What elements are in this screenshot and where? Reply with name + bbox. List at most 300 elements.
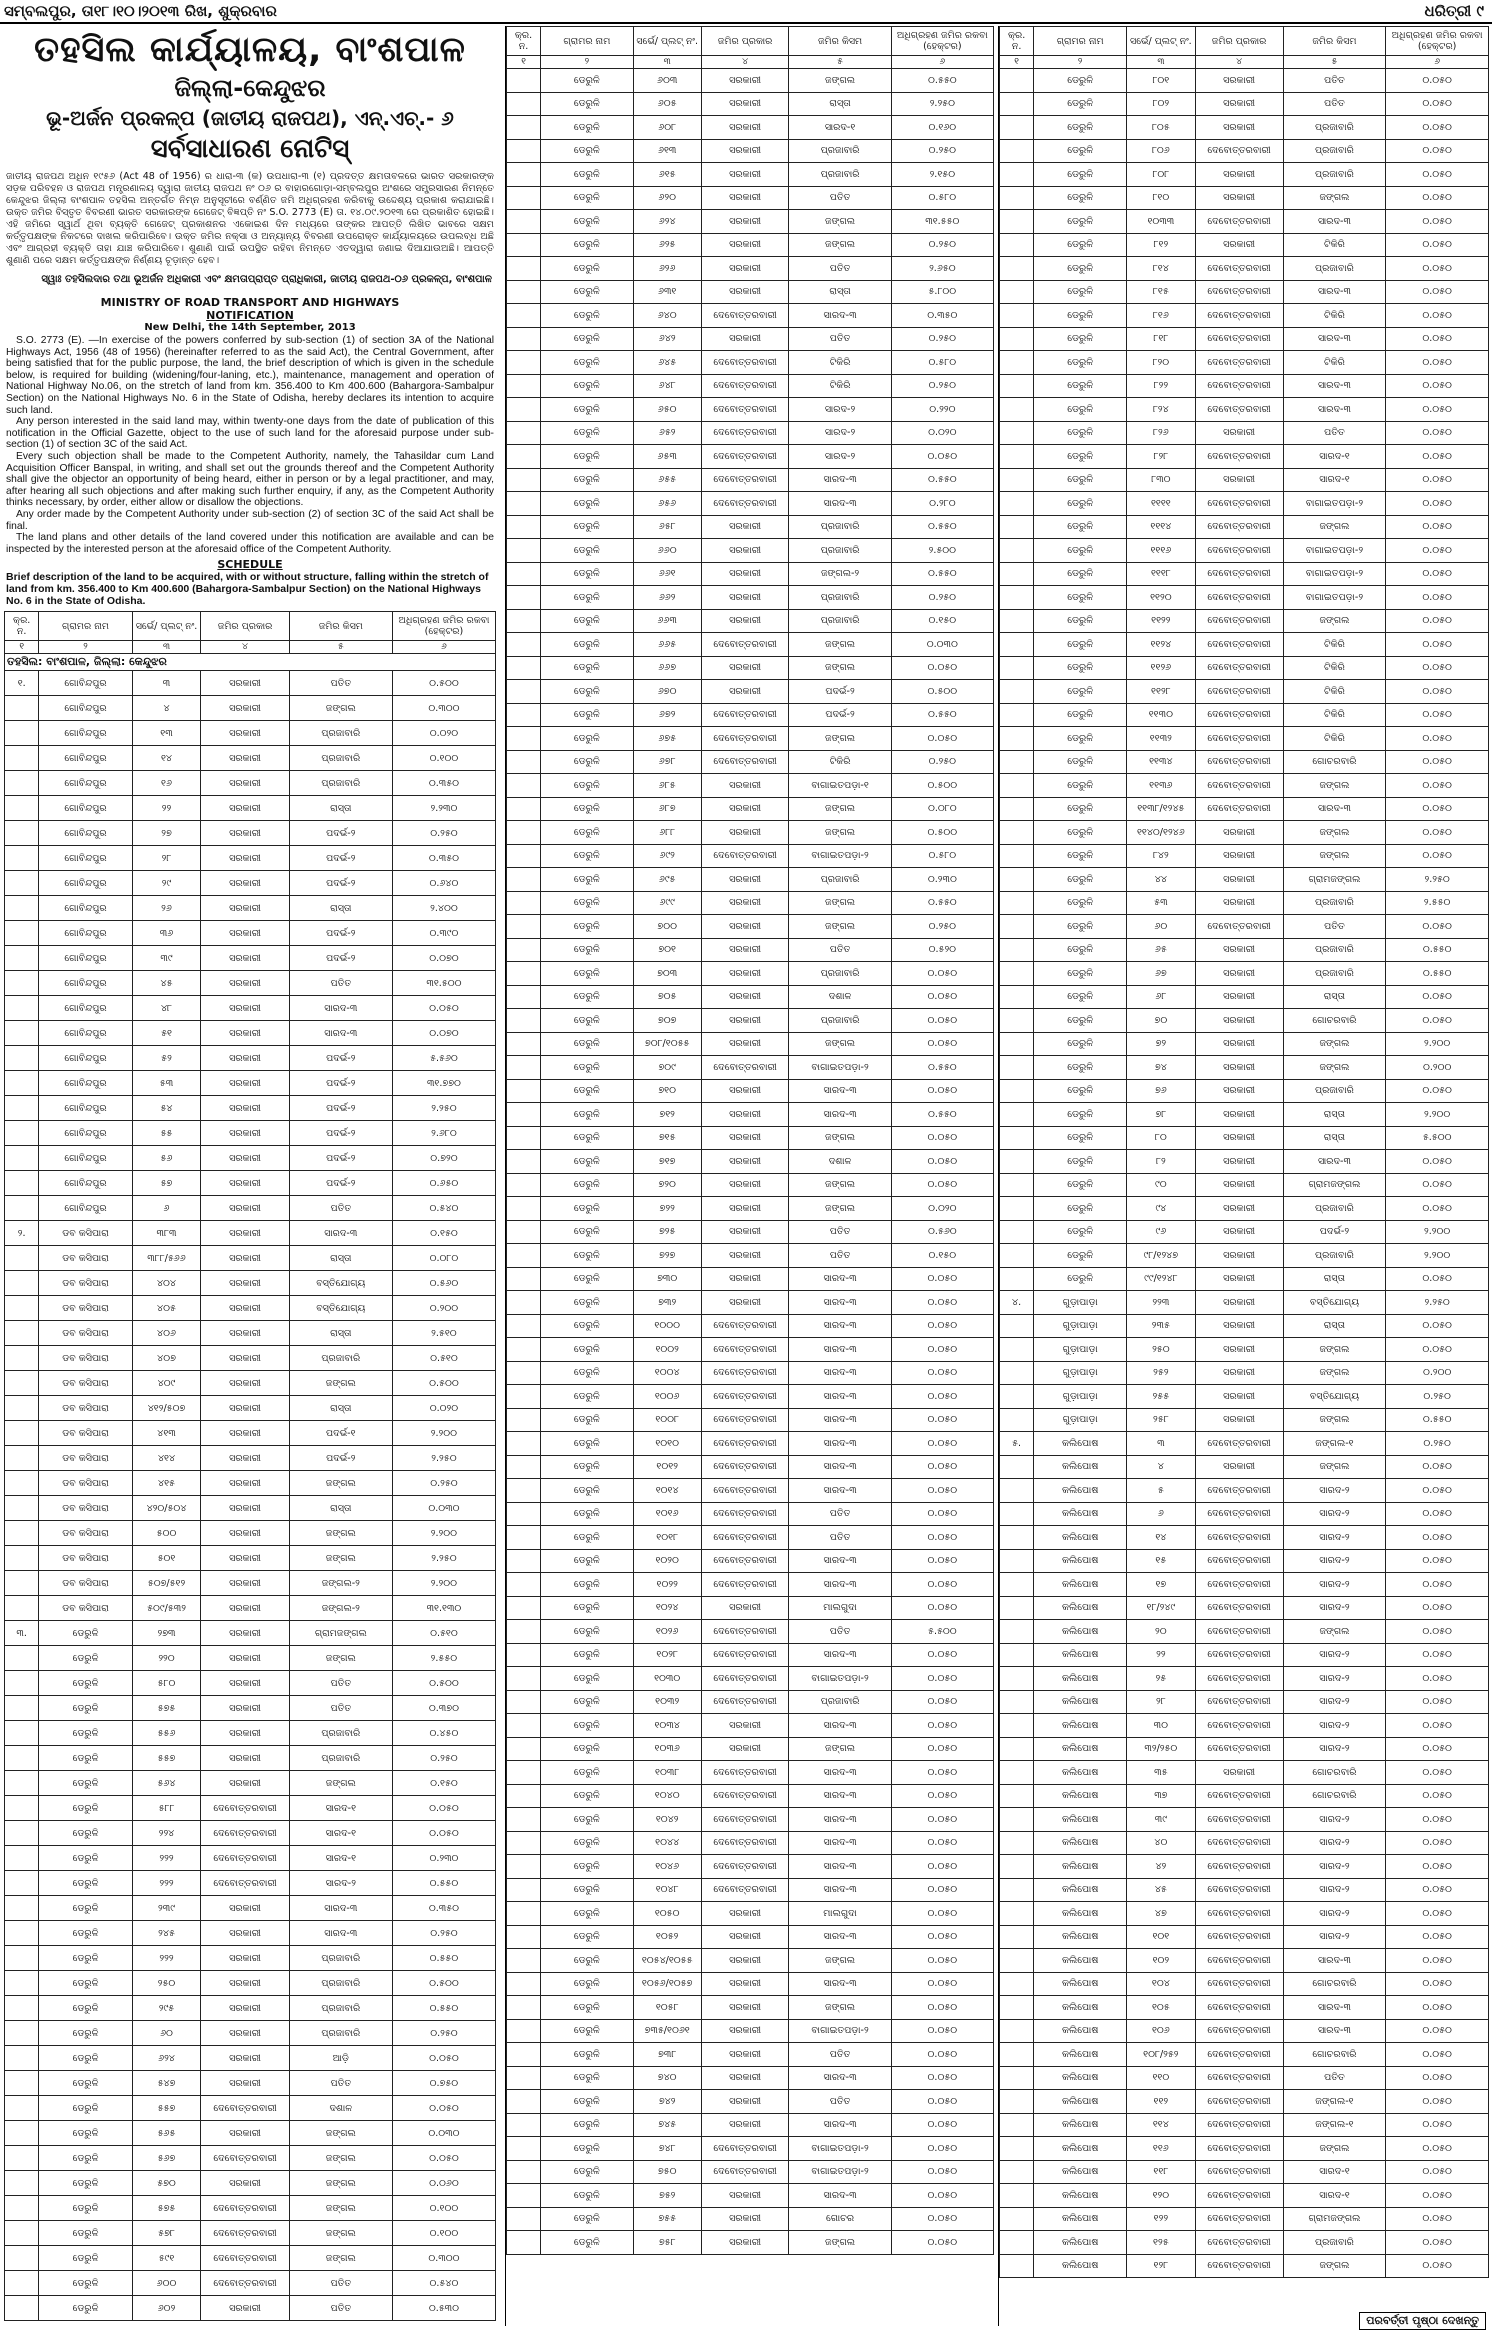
plot-number: ୫୦୦	[132, 1521, 201, 1546]
land-type: ଦେବୋତ୍ତରବାରୀ	[701, 1573, 789, 1597]
land-class: ସାରଦ-୧	[1283, 445, 1386, 469]
serial-number	[5, 1671, 39, 1696]
land-type: ଦେବୋତ୍ତରବାରୀ	[701, 633, 789, 657]
plot-number: ୬୨୦	[633, 186, 701, 210]
village-name: ଡବ କସିପାରା	[39, 1221, 132, 1246]
plot-number: ୨୮	[132, 846, 201, 871]
land-type: ସରକାରୀ	[1195, 1220, 1283, 1244]
land-type: ଦେବୋତ୍ତରବାରୀ	[201, 2271, 289, 2296]
serial-number	[507, 1737, 541, 1761]
table-row	[507, 1032, 994, 1056]
plot-number: ୫୦୧	[132, 1546, 201, 1571]
acquired-area: ୦.୦୫୦	[1386, 2113, 1489, 2137]
acquired-area: ୦.୦୫୦	[891, 2019, 993, 2043]
land-type: ସରକାରୀ	[701, 92, 789, 116]
serial-number	[1000, 1784, 1034, 1808]
serial-number	[5, 1246, 39, 1271]
serial-number	[5, 2246, 39, 2271]
table-row	[507, 233, 994, 257]
plot-number: ୫୭	[132, 1171, 201, 1196]
land-class: ଗୋଚର	[789, 2207, 891, 2231]
land-type: ସରକାରୀ	[701, 1244, 789, 1268]
acquired-area: ୦.୦୫୦	[891, 1291, 993, 1315]
plot-number: ୮୦୫	[1127, 116, 1195, 140]
plot-number: ୭୧୭	[633, 1150, 701, 1174]
village-name: ଡେରୁଳି	[541, 1949, 634, 1973]
serial-number	[5, 696, 39, 721]
land-class: ସାରଦ-୩	[789, 1573, 891, 1597]
land-class: ସାରଦ-୩	[789, 1714, 891, 1738]
land-class: ସାରଦ-୧	[1283, 2160, 1386, 2184]
plot-number: ୭୪	[1127, 1056, 1195, 1080]
village-name: ଡେରୁଳି	[541, 304, 634, 328]
land-class: ପ୍ରଜାବାରି	[1283, 163, 1386, 187]
land-type: ଦେବୋତ୍ତରବାରୀ	[1195, 139, 1283, 163]
land-type: ଦେବୋତ୍ତରବାରୀ	[1195, 1502, 1283, 1526]
village-name: ଡେରୁଳି	[541, 844, 634, 868]
serial-number	[1000, 1173, 1034, 1197]
land-class: ପ୍ରଜାବାରି	[789, 962, 891, 986]
plot-number: ୬୫୦	[633, 398, 701, 422]
land-type: ଦେବୋତ୍ତରବାରୀ	[701, 1408, 789, 1432]
serial-number	[5, 871, 39, 896]
village-name: ଡେରୁଳି	[541, 750, 634, 774]
table-row	[507, 1408, 994, 1432]
land-type: ସରକାରୀ	[701, 539, 789, 563]
table-row	[507, 891, 994, 915]
village-name: ଡେରୁଳି	[541, 1878, 634, 1902]
village-name: ଡେରୁଳି	[541, 1526, 634, 1550]
land-class: ପତିତ	[789, 2043, 891, 2067]
serial-number	[1000, 1103, 1034, 1127]
land-type: ସରକାରୀ	[201, 2046, 289, 2071]
table-row	[1000, 891, 1489, 915]
acquired-area: ୦.୫୦୦	[891, 774, 993, 798]
table-row	[507, 1878, 994, 1902]
village-name: ଡେରୁଳି	[1034, 374, 1127, 398]
land-type: ଦେବୋତ୍ତରବାରୀ	[1195, 1996, 1283, 2020]
village-name: ଡେରୁଳି	[541, 1032, 634, 1056]
acquired-area: ୦.୦୫୦	[1386, 2019, 1489, 2043]
table-row	[1000, 327, 1489, 351]
village-name: ଗୋବିନ୍ଦପୁର	[39, 1196, 132, 1221]
table-row	[5, 1446, 496, 1471]
acquired-area: ୦.୦୫୦	[891, 1972, 993, 1996]
village-name: ଡେରୁଳି	[541, 1831, 634, 1855]
table-row	[5, 1546, 496, 1571]
land-type: ସରକାରୀ	[701, 2231, 789, 2255]
masthead-page-number: ଧରିତ୍ରୀ ୯	[1424, 2, 1484, 20]
serial-number	[507, 750, 541, 774]
land-class: ସାରଦ-୨	[1283, 1690, 1386, 1714]
land-type: ସରକାରୀ	[1195, 1197, 1283, 1221]
tahsil-label: ତହସିଲ: ବାଂଶପାଳ, ଜିଲ୍ଲା: କେନ୍ଦୁଝର	[5, 654, 496, 671]
plot-number: ୧୧୬	[1127, 2137, 1195, 2161]
plot-number: ୧୦୩୮	[633, 1761, 701, 1785]
village-name: ଡେରୁଳି	[39, 2096, 132, 2121]
land-type: ସରକାରୀ	[701, 233, 789, 257]
land-type: ସରକାରୀ	[201, 996, 289, 1021]
table-row	[1000, 1314, 1489, 1338]
land-class: ପତିତ	[1283, 69, 1386, 93]
land-class: ସାରଦ-୧	[289, 1846, 392, 1871]
table-row	[507, 2160, 994, 2184]
table-row	[1000, 163, 1489, 187]
village-name: କଲିପୋଷ	[1034, 1878, 1127, 1902]
serial-number	[507, 2043, 541, 2067]
land-class: ଜଙ୍ଗଲ	[789, 233, 891, 257]
table-row	[507, 2113, 994, 2137]
acquired-area: ୦.୦୫୦	[392, 2096, 495, 2121]
acquired-area: ୦.୦୫୦	[1386, 2207, 1489, 2231]
acquired-area: ୦.୦୫୦	[891, 1761, 993, 1785]
serial-number	[507, 1643, 541, 1667]
land-type: ଦେବୋତ୍ତରବାରୀ	[701, 398, 789, 422]
acquired-area: ୦.୩୫୦	[392, 846, 495, 871]
column-middle	[505, 26, 994, 2326]
serial-number	[1000, 1338, 1034, 1362]
land-class: ପତିତ	[789, 1502, 891, 1526]
table-row	[1000, 797, 1489, 821]
table-row	[1000, 1526, 1489, 1550]
plot-number: ୮୧୫	[1127, 280, 1195, 304]
acquired-area: ୦.୦୫୦	[1386, 774, 1489, 798]
column-number: ୫	[1283, 56, 1386, 69]
village-name: ଡେରୁଳି	[39, 2046, 132, 2071]
land-class: ପତିତ	[789, 1220, 891, 1244]
table-row	[1000, 1925, 1489, 1949]
plot-number: ୭୫୦	[633, 2160, 701, 2184]
land-class: ପଦର୍ଭ-୧	[289, 1421, 392, 1446]
plot-number: ୧୧୨୬	[1127, 656, 1195, 680]
village-name: ଡେରୁଳି	[1034, 210, 1127, 234]
table-row	[1000, 1455, 1489, 1479]
acquired-area: ୨.୨୫୦	[1386, 868, 1489, 892]
village-name: ଡେରୁଳି	[541, 2184, 634, 2208]
table-row	[1000, 1855, 1489, 1879]
serial-number	[1000, 304, 1034, 328]
table-row	[5, 1721, 496, 1746]
plot-number: ୪	[132, 696, 201, 721]
plot-number: ୬୮୫	[633, 774, 701, 798]
table-row	[5, 2146, 496, 2171]
plot-number: ୪୨	[1127, 1855, 1195, 1879]
land-class: ସାରଦ-୩	[289, 996, 392, 1021]
village-name: କଲିପୋଷ	[1034, 1596, 1127, 1620]
serial-number	[5, 1371, 39, 1396]
land-type: ସରକାରୀ	[701, 280, 789, 304]
serial-number	[1000, 163, 1034, 187]
village-name: ଡେରୁଳି	[1034, 633, 1127, 657]
land-type: ସରକାରୀ	[701, 938, 789, 962]
land-type: ଦେବୋତ୍ତରବାରୀ	[1195, 515, 1283, 539]
table-row	[507, 1714, 994, 1738]
village-name: ଡେରୁଳି	[541, 1197, 634, 1221]
acquired-area: ୦.୦୫୦	[1386, 1643, 1489, 1667]
plot-number: ୮୩୦	[1127, 468, 1195, 492]
plot-number: ୧୧୮	[1127, 2160, 1195, 2184]
serial-number	[507, 1667, 541, 1691]
serial-number	[1000, 421, 1034, 445]
table-row	[507, 1831, 994, 1855]
column-left	[4, 26, 496, 2326]
land-type: ଦେବୋତ୍ତରବାରୀ	[701, 1643, 789, 1667]
acquired-area: ୦.୦୫୦	[891, 1267, 993, 1291]
english-paragraph: Every such objection shall be made to the Competent Authority, namely, the Tahasildar cum Land Acquisition Officer Banspal, in writing, and shall set out the grounds thereof and the Competent Authority shall give the objector an opportunity of being heard, either in person or by a legal practitioner, and may, after hearing all such objections and after making such further enquiry, if any, as the Competent Authority thinks necessary, by order, either allow or disallow the objections.	[6, 450, 494, 509]
table-row	[1000, 304, 1489, 328]
land-type: ସରକାରୀ	[201, 1696, 289, 1721]
village-name: ଡବ କସିପାରା	[39, 1346, 132, 1371]
acquired-area: ୦.୫୫୦	[891, 562, 993, 586]
serial-number	[507, 2090, 541, 2114]
plot-number: ୭୦୮/୧୦୫୫	[633, 1032, 701, 1056]
land-class: ଗୋଚରବାରି	[1283, 1009, 1386, 1033]
plot-number: ୧୧୨୦	[1127, 586, 1195, 610]
serial-number	[1000, 821, 1034, 845]
table-row	[507, 774, 994, 798]
land-class: ପତିତ	[289, 671, 392, 696]
village-name: ଡେରୁଳି	[541, 351, 634, 375]
table-row	[1000, 1150, 1489, 1174]
land-type: ସରକାରୀ	[201, 1371, 289, 1396]
serial-number	[507, 797, 541, 821]
village-name: ଡେରୁଳି	[541, 2137, 634, 2161]
plot-number: ୩୯	[1127, 1808, 1195, 1832]
land-type: ସରକାରୀ	[1195, 1338, 1283, 1362]
land-type: ସରକାରୀ	[1195, 938, 1283, 962]
table-row	[5, 1496, 496, 1521]
land-type: ଦେବୋତ୍ତରବାରୀ	[1195, 2207, 1283, 2231]
land-class: ସାରଦ-୨	[1283, 1737, 1386, 1761]
village-name: ଗୋବିନ୍ଦପୁର	[39, 796, 132, 821]
serial-number	[507, 1032, 541, 1056]
serial-number	[1000, 962, 1034, 986]
table-row	[1000, 1972, 1489, 1996]
table-row	[5, 746, 496, 771]
land-schedule-table	[506, 26, 994, 2255]
land-class: ସାରଦ-୩	[789, 1385, 891, 1409]
land-type: ଦେବୋତ୍ତରବାରୀ	[701, 1549, 789, 1573]
land-class: ସାରଦ-୩	[789, 1314, 891, 1338]
land-class: ପତିତ	[289, 1671, 392, 1696]
serial-number	[507, 1479, 541, 1503]
village-name: ଡେରୁଳି	[1034, 92, 1127, 116]
table-row	[1000, 445, 1489, 469]
land-type: ସରକାରୀ	[701, 821, 789, 845]
land-class: ପ୍ରଜାବାରି	[289, 1971, 392, 1996]
serial-number	[1000, 374, 1034, 398]
village-name: ଡେରୁଳି	[39, 1621, 132, 1646]
plot-number: ୫୯୧	[132, 2246, 201, 2271]
land-class: ପତିତ	[789, 257, 891, 281]
plot-number: ୩୫	[1127, 1761, 1195, 1785]
plot-number: ୭୨୨	[633, 1197, 701, 1221]
serial-number	[507, 1972, 541, 1996]
village-name: ଡେରୁଳି	[541, 2207, 634, 2231]
serial-number	[507, 1784, 541, 1808]
plot-number: ୬୦୦	[132, 2271, 201, 2296]
land-class: ଜଙ୍ଗଲ	[289, 2246, 392, 2271]
serial-number	[5, 2071, 39, 2096]
land-class: ପ୍ରଜାବାରି	[789, 539, 891, 563]
serial-number	[507, 1009, 541, 1033]
table-row	[5, 1421, 496, 1446]
acquired-area: ୦.୫୦୦	[392, 671, 495, 696]
land-class: ସାରଦ-୩	[789, 1291, 891, 1315]
table-row	[507, 938, 994, 962]
village-name: ଡବ କସିପାରା	[39, 1321, 132, 1346]
serial-number	[1000, 562, 1034, 586]
table-row	[1000, 656, 1489, 680]
acquired-area: ୨.୨୩୦	[392, 796, 495, 821]
serial-number	[1000, 844, 1034, 868]
serial-number	[1000, 1737, 1034, 1761]
land-class: ପ୍ରଜାବାରି	[289, 771, 392, 796]
table-row	[1000, 2043, 1489, 2067]
acquired-area: ୦.୦୫୦	[891, 2066, 993, 2090]
serial-number	[1000, 2137, 1034, 2161]
land-class: ସାରଦ-୨	[1283, 1902, 1386, 1926]
village-name: ଡେରୁଳି	[541, 1220, 634, 1244]
land-class: ବାଗାଇତପଡ଼ା-୨	[789, 1667, 891, 1691]
village-name: ଡେରୁଳି	[39, 2171, 132, 2196]
acquired-area: ୦.୧୫୦	[891, 1244, 993, 1268]
serial-number	[507, 421, 541, 445]
serial-number	[5, 1921, 39, 1946]
acquired-area: ୦.୦୫୦	[1386, 1479, 1489, 1503]
village-name: ଗୋବିନ୍ଦପୁର	[39, 671, 132, 696]
plot-number: ୪୮	[132, 996, 201, 1021]
land-type: ସରକାରୀ	[201, 2121, 289, 2146]
land-type: ସରକାରୀ	[701, 1925, 789, 1949]
land-class: ପଦର୍ଭ-୨	[289, 1446, 392, 1471]
village-name: ଡେରୁଳି	[541, 492, 634, 516]
column-header: ଜମିର ପ୍ରକାର	[201, 612, 289, 641]
village-name: ଡେରୁଳି	[39, 1921, 132, 1946]
serial-number	[1000, 1220, 1034, 1244]
acquired-area: ୦.୦୫୦	[1386, 92, 1489, 116]
plot-number: ୬୭୦	[633, 680, 701, 704]
english-paragraph: The land plans and other details of the land covered under this notification are available and can be inspected by the interested person at the aforesaid office of the Competent Authority.	[6, 532, 494, 555]
serial-number	[1000, 186, 1034, 210]
acquired-area: ୦.୦୨୦	[392, 1396, 495, 1421]
land-type: ସରକାରୀ	[1195, 1056, 1283, 1080]
acquired-area: ୦.୦୫୦	[1386, 1009, 1489, 1033]
serial-number	[5, 1121, 39, 1146]
table-row	[1000, 2231, 1489, 2255]
land-class: ଦଶାଳ	[289, 2096, 392, 2121]
land-type: ସରକାରୀ	[201, 1121, 289, 1146]
serial-number	[507, 1244, 541, 1268]
land-type: ସରକାରୀ	[201, 1171, 289, 1196]
plot-number: ୧୧୩୮/୧୨୪୫	[1127, 797, 1195, 821]
acquired-area: ୦.୦୫୦	[891, 656, 993, 680]
acquired-area: ୦.୦୫୦	[1386, 421, 1489, 445]
land-type: ସରକାରୀ	[201, 1196, 289, 1221]
acquired-area: ୨.୨୫୦	[392, 1096, 495, 1121]
land-type: ଦେବୋତ୍ତରବାରୀ	[1195, 1972, 1283, 1996]
plot-number: ୧୦୦୦	[633, 1314, 701, 1338]
land-class: ଜଙ୍ଗଲ	[289, 2221, 392, 2246]
plot-number: ୭୦୧	[633, 938, 701, 962]
serial-number	[1000, 2184, 1034, 2208]
column-header: କ୍ର. ନ.	[507, 27, 541, 56]
plot-number: ୮୧୪	[1127, 257, 1195, 281]
land-class: ପତିତ	[789, 2090, 891, 2114]
village-name: ଡେରୁଳି	[541, 1667, 634, 1691]
village-name: କଲିପୋଷ	[1034, 1737, 1127, 1761]
table-row	[507, 257, 994, 281]
table-row	[507, 1009, 994, 1033]
acquired-area: ୦.୦୫୦	[891, 1643, 993, 1667]
table-row	[1000, 1878, 1489, 1902]
acquired-area: ୦.୦୫୦	[1386, 351, 1489, 375]
land-type: ଦେବୋତ୍ତରବାରୀ	[1195, 915, 1283, 939]
plot-number: ୪୦୯	[132, 1371, 201, 1396]
acquired-area: ୦.୦୫୦	[891, 1902, 993, 1926]
village-name: ଡେରୁଳି	[541, 539, 634, 563]
serial-number	[507, 1620, 541, 1644]
serial-number	[1000, 915, 1034, 939]
table-row	[507, 633, 994, 657]
land-class: ଜଙ୍ଗଲ	[1283, 1056, 1386, 1080]
table-row	[1000, 1902, 1489, 1926]
table-row	[507, 1197, 994, 1221]
land-type: ଦେବୋତ୍ତରବାରୀ	[1195, 327, 1283, 351]
land-class: ସାରଦ-୩	[1283, 374, 1386, 398]
land-class: ପ୍ରଜାବାରି	[289, 1996, 392, 2021]
village-name: ଡେରୁଳି	[541, 1385, 634, 1409]
village-name: ଡେରୁଳି	[541, 1996, 634, 2020]
village-name: ଡେରୁଳି	[541, 468, 634, 492]
land-class: ଜଙ୍ଗଲ	[289, 1546, 392, 1571]
plot-number: ୬୭୫	[633, 727, 701, 751]
column-number-row	[1000, 56, 1489, 69]
table-row	[1000, 69, 1489, 93]
column-header: ସର୍ଭେ/ ପ୍ଲଟ୍ ନଂ.	[633, 27, 701, 56]
acquired-area: ୦.୨୫୦	[392, 2021, 495, 2046]
acquired-area: ୦.୦୫୦	[1386, 1455, 1489, 1479]
land-class: ପତିତ	[789, 1620, 891, 1644]
land-class: ଗୋଚରବାରି	[1283, 750, 1386, 774]
serial-number	[507, 1855, 541, 1879]
serial-number	[1000, 233, 1034, 257]
plot-number: ୪୧୪	[132, 1446, 201, 1471]
serial-number	[1000, 1197, 1034, 1221]
serial-number	[507, 257, 541, 281]
table-row	[5, 1896, 496, 1921]
serial-number	[5, 1996, 39, 2021]
acquired-area: ୦.୦୫୦	[1386, 139, 1489, 163]
table-row	[507, 1432, 994, 1456]
table-row	[5, 1471, 496, 1496]
land-type: ଦେବୋତ୍ତରବାରୀ	[201, 2221, 289, 2246]
land-class: ପତିତ	[289, 1196, 392, 1221]
table-row	[507, 2207, 994, 2231]
column-header: କ୍ର. ନ.	[5, 612, 39, 641]
serial-number	[5, 1796, 39, 1821]
land-class: ସାରଦ-୧	[789, 116, 891, 140]
land-type: ସରକାରୀ	[701, 1103, 789, 1127]
land-class: ବସ୍ତିଯୋଗ୍ୟ	[289, 1271, 392, 1296]
village-name: ଗୁଡ଼ାପାଡ଼ା	[1034, 1408, 1127, 1432]
table-row	[5, 1371, 496, 1396]
village-name: ଡେରୁଳି	[541, 1784, 634, 1808]
acquired-area: ୦.୦୫୦	[891, 1925, 993, 1949]
acquired-area: ୦.୦୫୦	[1386, 2066, 1489, 2090]
village-name: କଲିପୋଷ	[1034, 1690, 1127, 1714]
land-class: ଜଙ୍ଗଲ	[1283, 186, 1386, 210]
